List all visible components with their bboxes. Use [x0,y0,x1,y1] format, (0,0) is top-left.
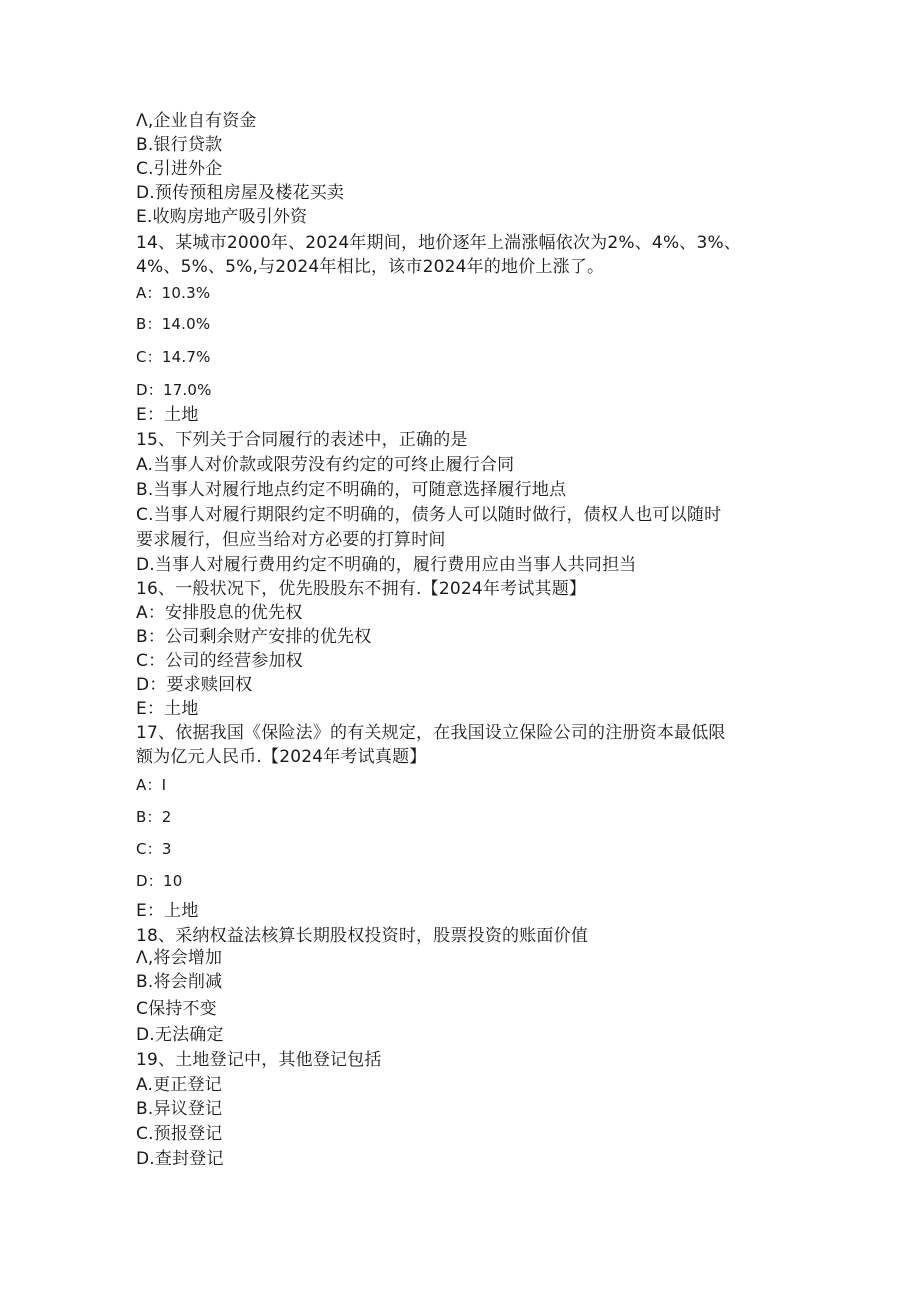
option-text: E：土地 [136,405,199,425]
question-14-text: 14、某城市2000年、2024年期间，地价逐年上湍涨幅依次为2%、4%、3%、 [136,233,742,253]
option-text: D：要求赎回权 [136,675,253,695]
option-text: C保持不变 [136,999,217,1019]
question-14-text-cont: 4%、5%、5%,与2024年相比，该市2024年的地价上涨了。 [136,257,605,277]
option-text: B.当事人对履行地点约定不明确的，可随意选择履行地点 [136,480,567,500]
option-text: C.当事人对履行期限约定不明确的，债务人可以随时做行，债权人也可以随时 [136,505,722,525]
option-text: D.当事人对履行费用约定不明确的，履行费用应由当事人共同担当 [136,555,637,575]
question-19-text: 19、土地登记中，其他登记包括 [136,1050,382,1070]
option-text: C：14.7% [136,348,211,366]
option-text: E：土地 [136,699,199,719]
option-text: A.更正登记 [136,1075,222,1095]
option-text: B：公司剩余财产安排的优先权 [136,627,372,647]
option-text: B.将会削减 [136,972,223,992]
option-text: C.预报登记 [136,1124,223,1144]
option-text: Λ,将会增加 [136,948,223,968]
option-text: A.当事人对价款或限劳没有约定的可终止履行合同 [136,455,515,475]
option-text: A：I [136,776,167,794]
option-text: C：公司的经营参加权 [136,651,303,671]
option-text: D：10 [136,872,183,890]
option-text: C.引进外企 [136,159,223,179]
question-16-text: 16、一般状况下，优先股股东不拥有.【2024年考试其题】 [136,579,587,599]
option-text: C：3 [136,840,172,858]
question-17-text-cont: 额为亿元人民币.【2024年考试真题】 [136,747,427,767]
option-text: D：17.0% [136,381,212,399]
option-text: Λ,企业自有资金 [136,111,257,131]
option-text: B：2 [136,808,172,826]
question-18-text: 18、采纳权益法核算长期股权投资时，股票投资的账面价值 [136,926,589,946]
question-15-text: 15、下列关于合同履行的表述中，正确的是 [136,430,468,450]
option-text-cont: 要求履行，但应当给对方必要的打算时间 [136,530,446,550]
option-text: D.无法确定 [136,1025,224,1045]
option-text: A：安排股息的优先权 [136,603,303,623]
option-text: D.查封登记 [136,1149,224,1169]
question-17-text: 17、依据我国《保险法》的有关规定，在我国设立保险公司的注册资本最低限 [136,723,726,743]
option-text: E：上地 [136,901,199,921]
option-text: A：10.3% [136,284,211,302]
option-text: B.异议登记 [136,1099,223,1119]
option-text: B.银行贷款 [136,135,223,155]
option-text: E.收购房地产吸引外资 [136,207,308,227]
option-text: B：14.0% [136,315,211,333]
option-text: D.预传预租房屋及楼花买卖 [136,183,345,203]
